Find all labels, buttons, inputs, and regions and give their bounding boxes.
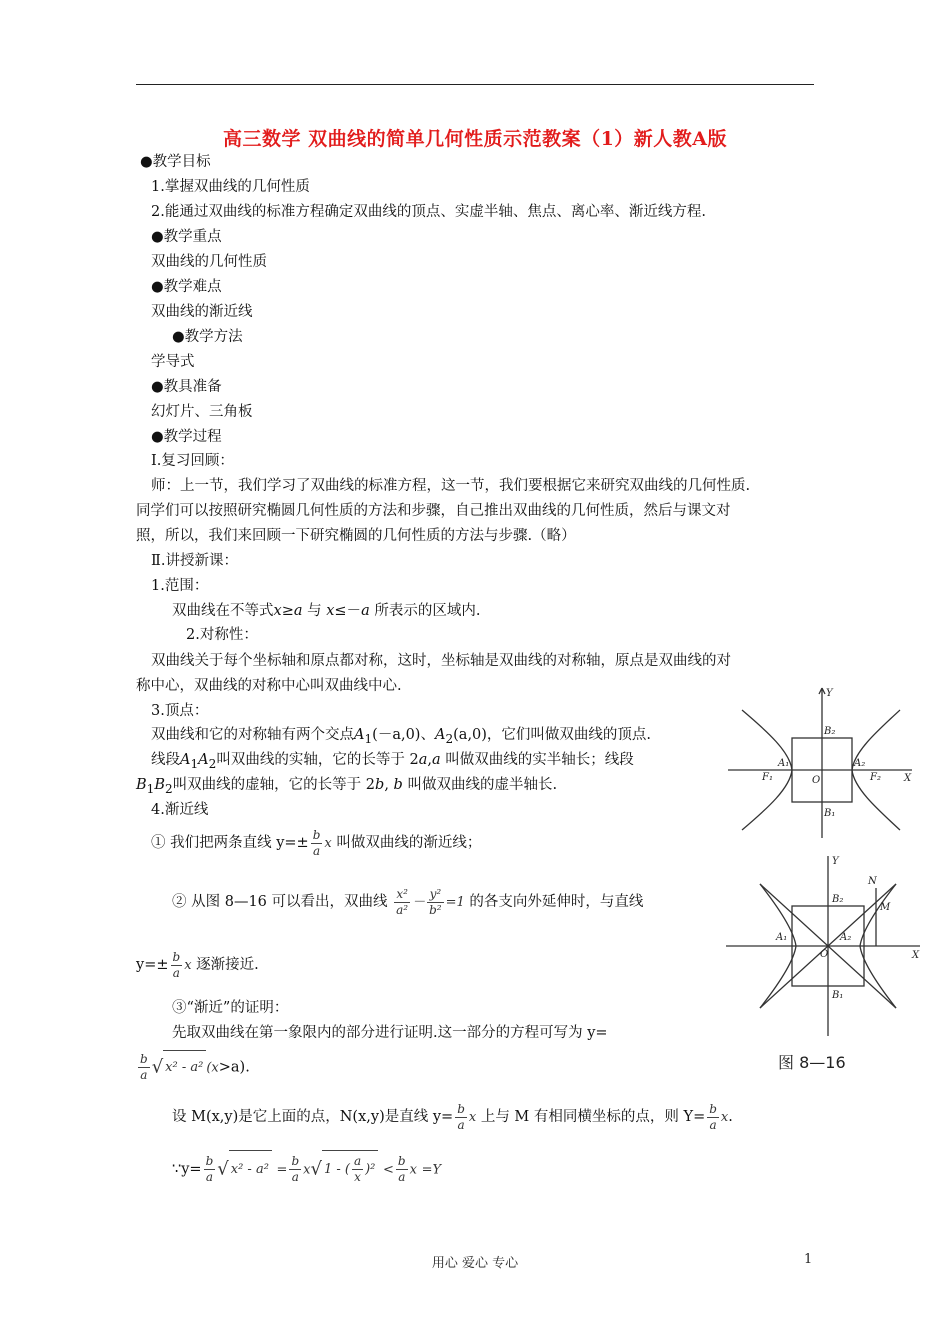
fraction-b-over-a: $\frac{b}{a}$	[312, 827, 321, 858]
fraction-b-over-a: $\frac{b}{a}$	[205, 1154, 214, 1184]
vertex-line-3: $B_1B_2$叫双曲线的虚轴，它的长等于 2b, b 叫做双曲线的虚半轴长.	[136, 777, 558, 796]
label-m: M	[880, 902, 891, 913]
section-goals: ●教学目标	[140, 154, 211, 170]
goal-2: 2.能通过双曲线的标准方程确定双曲线的顶点、实虚半轴、焦点、离心率、渐近线方程.	[151, 204, 706, 220]
label-x: X	[912, 950, 920, 961]
review-paragraph-line-3: 照，所以，我们来回顾一下研究椭圆的几何性质的方法与步骤.（略）	[136, 528, 576, 544]
figure-caption: 图 8—16	[778, 1053, 846, 1072]
vertex-line-1: 双曲线和它的对称轴有两个交点$A_1(-a,0)$、$A_2(a,0)$，它们叫做双曲线的顶点.	[151, 727, 652, 746]
label-a1: A₁	[776, 932, 788, 943]
proof-line-3: 设 M(x,y)是它上面的点，N(x,y)是直线 y= $\frac{b}{a}$ x 上与 M 有相同横坐标的点，则 Y= $\frac{b}{a}$ x.	[172, 1101, 733, 1132]
label-y: Y	[826, 688, 833, 699]
symmetry-heading: 2.对称性：	[186, 627, 258, 643]
range-text: 双曲线在不等式x≥a 与 x≤－a 所表示的区域内.	[172, 603, 481, 619]
label-origin: O	[812, 775, 821, 786]
asymptote-item-2: ② 从图 8—16 可以看出，双曲线 $\frac{\text{x²}}{\text{a²}}$ － $\frac{\text{y²}}{\text{b²}}$ =1 的各支向外延伸时，与直线	[172, 886, 644, 917]
fraction-b-over-a: $\frac{b}{a}$	[291, 1154, 300, 1184]
label-f1: F₁	[762, 772, 773, 783]
symmetry-line-1: 双曲线关于每个坐标轴和原点都对称，这时，坐标轴是双曲线的对称轴，原点是双曲线的对	[151, 653, 731, 669]
label-b2: B₂	[832, 894, 844, 905]
label-a2: A₂	[854, 758, 866, 769]
label-x: X	[904, 773, 912, 784]
method-text: 学导式	[151, 354, 195, 370]
difficulty-text: 双曲线的渐近线	[151, 304, 253, 320]
symmetry-line-2: 称中心，双曲线的对称中心叫双曲线中心.	[136, 678, 402, 694]
proof-line-4: ∵y= $\frac{b}{a}$ √ x² - a² = $\frac{b}{a}$ x√ 1 - ( $\frac{a}{x}$ )² < $\frac{b}{a}$ x =Y	[172, 1150, 441, 1190]
section-process: ●教学过程	[151, 429, 222, 445]
tools-text: 幻灯片、三角板	[151, 404, 253, 420]
fraction-y2-over-b2: $\frac{\text{y²}}{\text{b²}}$	[429, 886, 442, 917]
label-b2: B₂	[824, 726, 836, 737]
key-points-text: 双曲线的几何性质	[151, 254, 267, 270]
page-number: 1	[804, 1252, 813, 1267]
fraction-b-over-a: $\frac{b}{a}$	[172, 949, 181, 980]
asymptote-item-1: ① 我们把两条直线 y=± $\frac{b}{a}$ x 叫做双曲线的渐近线；	[151, 827, 482, 858]
fraction-a-over-x: $\frac{a}{x}$	[353, 1154, 362, 1184]
asymptote-item-2-cont: y=± $\frac{b}{a}$ x 逐渐接近.	[136, 949, 259, 980]
label-n: N	[868, 876, 877, 887]
hyperbola-figure-2	[724, 854, 924, 1084]
label-a1: A₁	[778, 758, 790, 769]
range-heading: 1.范围：	[151, 578, 209, 594]
fraction-b-over-a: $\frac{b}{a}$	[457, 1101, 465, 1132]
fraction-b-over-a: $\frac{b}{a}$	[709, 1101, 717, 1132]
section-tools: ●教具准备	[151, 379, 222, 395]
label-origin: O	[820, 949, 829, 960]
header-rule	[136, 84, 814, 85]
section-difficulty: ●教学难点	[151, 279, 222, 295]
sqrt-expression: 1 - ( $\frac{a}{x}$ )²	[322, 1150, 378, 1189]
document-title: 高三数学 双曲线的简单几何性质示范教案（1）新人教A版	[222, 128, 728, 150]
sqrt-symbol: √	[310, 1158, 322, 1180]
goal-1: 1.掌握双曲线的几何性质	[151, 179, 310, 195]
asymptote-item-3: ③“渐近”的证明：	[172, 1000, 289, 1016]
review-paragraph-line-1: 师：上一节，我们学习了双曲线的标准方程，这一节，我们要根据它来研究双曲线的几何性质.	[151, 478, 751, 494]
asymptote-heading: 4.渐近线	[151, 802, 209, 818]
fraction-b-over-a: $\frac{b}{a}$	[397, 1154, 406, 1184]
sqrt-symbol: √	[151, 1056, 164, 1078]
proof-line-1: 先取双曲线在第一象限内的部分进行证明.这一部分的方程可写为 y=	[172, 1025, 608, 1041]
review-heading: Ⅰ.复习回顾：	[151, 453, 234, 469]
label-a2: A₂	[840, 932, 852, 943]
section-method: ●教学方法	[172, 329, 243, 345]
fraction-b-over-a: $\frac{b}{a}$	[140, 1052, 148, 1082]
sqrt-symbol: √	[217, 1158, 229, 1180]
vertex-heading: 3.顶点：	[151, 703, 209, 719]
label-f2: F₂	[870, 772, 881, 783]
new-lesson-heading: Ⅱ.讲授新课：	[151, 553, 238, 569]
label-y: Y	[832, 856, 839, 867]
label-b1: B₁	[832, 990, 844, 1001]
hyperbola-figure-1	[728, 684, 916, 840]
section-key-points: ●教学重点	[151, 229, 222, 245]
vertex-line-2: 线段$A_1A_2$叫双曲线的实轴，它的长等于 2a,a 叫做双曲线的实半轴长；线段	[151, 752, 634, 771]
review-paragraph-line-2: 同学们可以按照研究椭圆几何性质的方法和步骤，自己推出双曲线的几何性质，然后与课文对	[136, 503, 731, 519]
page-footer: 用心 爱心 专心	[431, 1256, 519, 1271]
fraction-x2-over-a2: $\frac{\text{x²}}{\text{a²}}$	[396, 886, 409, 917]
label-b1: B₁	[824, 808, 836, 819]
proof-line-2: $\frac{b}{a}$ √ x² - a² (x>a).	[136, 1050, 250, 1086]
